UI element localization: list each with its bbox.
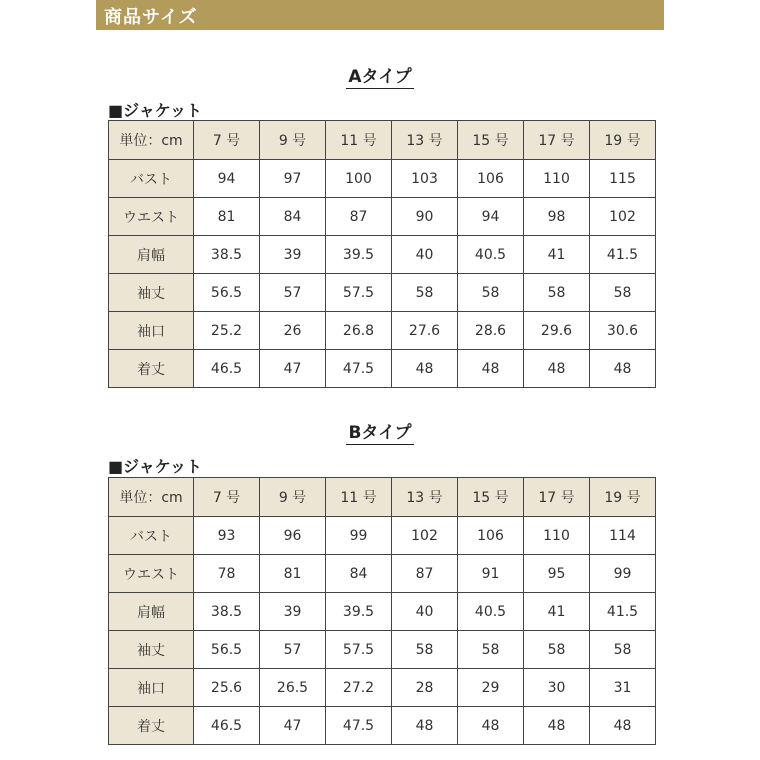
table-cell: 58: [524, 274, 590, 312]
table-cell: 29: [458, 669, 524, 707]
table-cell: 48: [458, 707, 524, 745]
size-table-a: [108, 120, 656, 388]
size-header: 7 号: [194, 478, 260, 517]
table-cell: 26.8: [326, 312, 392, 350]
table-cell: 100: [326, 160, 392, 198]
table-cell: 48: [392, 350, 458, 388]
table-cell: 39: [260, 593, 326, 631]
size-header: 19 号: [590, 121, 656, 160]
table-cell: 41.5: [590, 593, 656, 631]
table-cell: 47: [260, 707, 326, 745]
size-header: 11 号: [326, 478, 392, 517]
type-a-title: [0, 62, 760, 89]
table-row: [109, 631, 656, 669]
table-cell: 46.5: [194, 707, 260, 745]
table-cell: 95: [524, 555, 590, 593]
row-label: 袖丈: [109, 274, 194, 312]
table-cell: 40.5: [458, 593, 524, 631]
size-table-b: [108, 477, 656, 745]
table-cell: 27.6: [392, 312, 458, 350]
table-cell: 93: [194, 517, 260, 555]
row-label: バスト: [109, 160, 194, 198]
table-cell: 58: [524, 631, 590, 669]
row-label: 着丈: [109, 350, 194, 388]
table-cell: 57: [260, 631, 326, 669]
table-cell: 26.5: [260, 669, 326, 707]
row-label: 肩幅: [109, 593, 194, 631]
type-b-title-text: Bタイプ: [346, 418, 413, 445]
table-cell: 56.5: [194, 274, 260, 312]
table-cell: 110: [524, 517, 590, 555]
table-cell: 106: [458, 517, 524, 555]
table-row: [109, 312, 656, 350]
size-header: 9 号: [260, 121, 326, 160]
table-cell: 99: [590, 555, 656, 593]
table-cell: 40.5: [458, 236, 524, 274]
table-cell: 41: [524, 593, 590, 631]
table-cell: 110: [524, 160, 590, 198]
row-label: バスト: [109, 517, 194, 555]
table-cell: 48: [590, 350, 656, 388]
size-header: 13 号: [392, 478, 458, 517]
table-cell: 58: [590, 631, 656, 669]
table-cell: 25.6: [194, 669, 260, 707]
size-header-row: [109, 121, 656, 160]
table-cell: 40: [392, 593, 458, 631]
size-header: 13 号: [392, 121, 458, 160]
table-cell: 28.6: [458, 312, 524, 350]
row-label: 袖丈: [109, 631, 194, 669]
table-cell: 78: [194, 555, 260, 593]
table-cell: 28: [392, 669, 458, 707]
table-cell: 48: [524, 350, 590, 388]
table-cell: 99: [326, 517, 392, 555]
row-label: 肩幅: [109, 236, 194, 274]
table-cell: 48: [524, 707, 590, 745]
size-header: 7 号: [194, 121, 260, 160]
table-row: [109, 274, 656, 312]
table-cell: 30: [524, 669, 590, 707]
table-cell: 58: [392, 631, 458, 669]
table-cell: 47.5: [326, 350, 392, 388]
header-bar: [96, 0, 664, 30]
page-title: 商品サイズ: [104, 7, 198, 28]
table-cell: 58: [590, 274, 656, 312]
table-cell: 57: [260, 274, 326, 312]
table-cell: 48: [590, 707, 656, 745]
size-header: 19 号: [590, 478, 656, 517]
size-header-row: [109, 478, 656, 517]
table-cell: 102: [392, 517, 458, 555]
table-cell: 39.5: [326, 593, 392, 631]
table-cell: 48: [458, 350, 524, 388]
row-label: 袖口: [109, 669, 194, 707]
table-cell: 91: [458, 555, 524, 593]
table-cell: 57.5: [326, 274, 392, 312]
table-cell: 48: [392, 707, 458, 745]
table-cell: 94: [458, 198, 524, 236]
unit-label: 単位：cm: [109, 478, 194, 517]
table-cell: 81: [194, 198, 260, 236]
row-label: ウエスト: [109, 555, 194, 593]
table-cell: 81: [260, 555, 326, 593]
table-cell: 26: [260, 312, 326, 350]
size-header: 17 号: [524, 478, 590, 517]
table-cell: 41: [524, 236, 590, 274]
table-cell: 58: [458, 631, 524, 669]
table-cell: 102: [590, 198, 656, 236]
table-cell: 98: [524, 198, 590, 236]
row-label: 袖口: [109, 312, 194, 350]
table-cell: 103: [392, 160, 458, 198]
table-cell: 40: [392, 236, 458, 274]
table-cell: 46.5: [194, 350, 260, 388]
table-row: [109, 555, 656, 593]
table-cell: 31: [590, 669, 656, 707]
table-row: [109, 669, 656, 707]
table-cell: 114: [590, 517, 656, 555]
table-row: [109, 707, 656, 745]
table-cell: 56.5: [194, 631, 260, 669]
type-a-title-text: Aタイプ: [346, 62, 413, 89]
table-cell: 47: [260, 350, 326, 388]
size-header: 11 号: [326, 121, 392, 160]
table-cell: 97: [260, 160, 326, 198]
table-cell: 27.2: [326, 669, 392, 707]
table-row: [109, 350, 656, 388]
table-cell: 30.6: [590, 312, 656, 350]
table-cell: 96: [260, 517, 326, 555]
table-cell: 87: [326, 198, 392, 236]
table-row: [109, 236, 656, 274]
table-row: [109, 198, 656, 236]
table-cell: 58: [392, 274, 458, 312]
table-cell: 84: [326, 555, 392, 593]
table-cell: 94: [194, 160, 260, 198]
table-cell: 84: [260, 198, 326, 236]
size-header: 9 号: [260, 478, 326, 517]
table-cell: 39.5: [326, 236, 392, 274]
table-cell: 57.5: [326, 631, 392, 669]
table-row: [109, 593, 656, 631]
row-label: ウエスト: [109, 198, 194, 236]
table-cell: 25.2: [194, 312, 260, 350]
table-cell: 41.5: [590, 236, 656, 274]
row-label: 着丈: [109, 707, 194, 745]
table-cell: 38.5: [194, 593, 260, 631]
table-cell: 90: [392, 198, 458, 236]
type-b-title: [0, 418, 760, 445]
jacket-b-title: ■ジャケット: [108, 457, 202, 476]
size-header: 17 号: [524, 121, 590, 160]
size-header: 15 号: [458, 478, 524, 517]
table-cell: 47.5: [326, 707, 392, 745]
table-cell: 115: [590, 160, 656, 198]
size-header: 15 号: [458, 121, 524, 160]
unit-label: 単位：cm: [109, 121, 194, 160]
table-cell: 87: [392, 555, 458, 593]
table-row: [109, 517, 656, 555]
table-cell: 29.6: [524, 312, 590, 350]
table-cell: 38.5: [194, 236, 260, 274]
table-cell: 58: [458, 274, 524, 312]
table-row: [109, 160, 656, 198]
table-cell: 39: [260, 236, 326, 274]
table-cell: 106: [458, 160, 524, 198]
jacket-a-title: ■ジャケット: [108, 101, 202, 120]
